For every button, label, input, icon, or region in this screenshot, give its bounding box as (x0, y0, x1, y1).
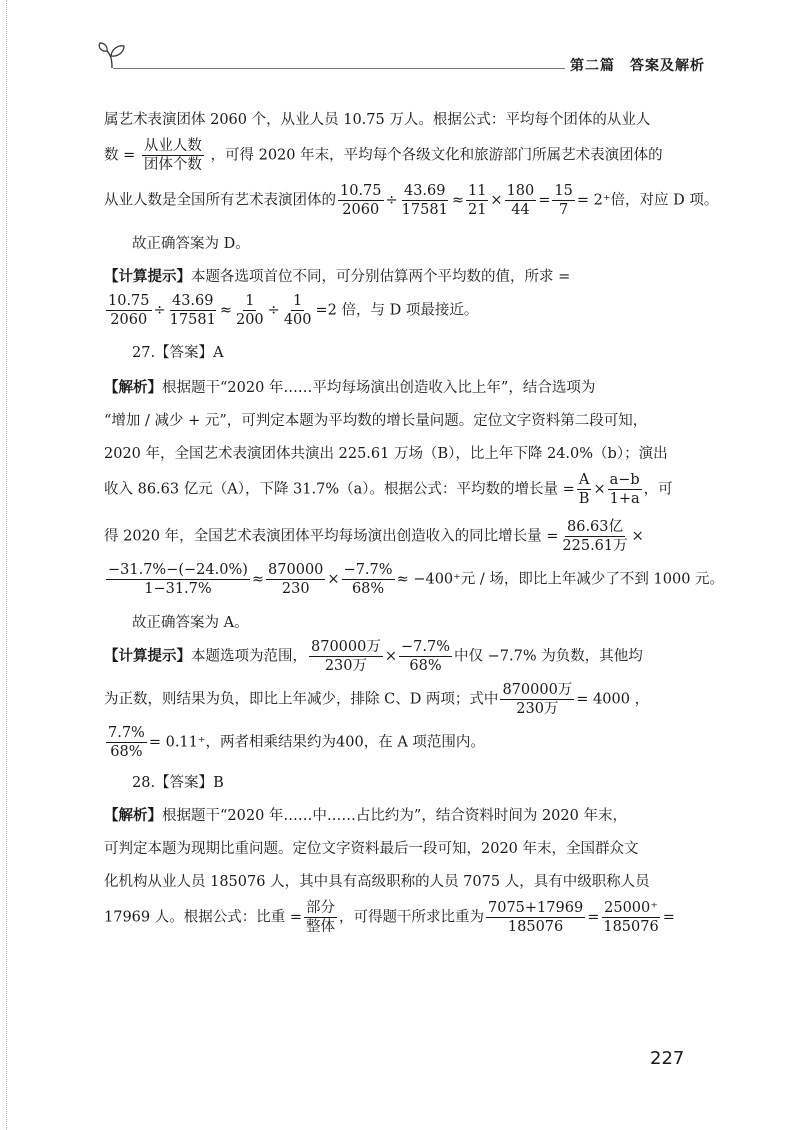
fraction-numerator: a−b (608, 471, 642, 490)
fraction-numerator: 86.63亿 (565, 518, 625, 537)
text-line: 2020 年，全国艺术表演团体共演出 225.61 万场（B），比上年下降 24.0%（b）；演出 (104, 445, 668, 462)
operator: = (538, 192, 551, 209)
text-line: “增加 / 减少 + 元”，可判定本题为平均数的增长量问题。定位文字资料第二段可知， (104, 412, 648, 429)
fraction-numerator: 180 (505, 182, 537, 201)
fraction (266, 561, 325, 598)
text-run: 中仅 −7.7% 为负数，其他均 (454, 648, 643, 665)
text-run: = 4000 ， (576, 691, 650, 708)
text-line (104, 724, 696, 761)
fraction (106, 724, 147, 761)
fraction-numerator: 870000 (266, 561, 325, 580)
fraction-numerator: 7075+17969 (486, 899, 585, 918)
fraction (577, 471, 592, 508)
fraction-denominator: 整体 (306, 919, 335, 936)
text-run: ，可得 2020 年末，平均每个各级文化和旅游部门所属艺术表演团体的 (210, 147, 663, 164)
text-line (104, 899, 696, 936)
text-run: 数 = (104, 147, 136, 164)
text-line: 属艺术表演团体 2060 个，从业人员 10.75 万人。根据公式：平均每个团体的从业人 (104, 112, 651, 128)
fraction-denominator: B (578, 490, 590, 507)
fraction (282, 292, 314, 329)
fraction-denominator: 185076 (603, 919, 659, 936)
text-line (104, 376, 696, 397)
fraction-numerator: 10.75 (338, 182, 384, 201)
fraction-numerator: 1 (291, 292, 304, 311)
fraction (309, 638, 383, 675)
fraction-denominator: 230 (281, 581, 310, 598)
fraction (601, 899, 660, 936)
answer-value: B (213, 775, 224, 792)
fraction-numerator: 1 (243, 292, 256, 311)
fraction-denominator: 1+a (609, 490, 640, 507)
fraction-denominator: 7 (559, 202, 569, 219)
fraction-numerator: A (577, 471, 591, 490)
fraction (500, 681, 574, 718)
fraction (399, 638, 452, 675)
fraction-numerator: 870000万 (500, 681, 574, 700)
calc-hint-label: 【计算提示】 (104, 648, 191, 665)
fraction-numerator: 15 (552, 182, 574, 201)
fraction (106, 561, 250, 598)
text-line (104, 771, 696, 792)
fraction-denominator: 225.61万 (562, 538, 628, 555)
page-header (95, 38, 705, 78)
fraction-denominator: 68% (110, 744, 143, 761)
fraction-numerator: 部分 (304, 899, 337, 918)
analysis-label: 【解析】 (104, 379, 162, 396)
text-line (104, 804, 696, 825)
fraction-denominator: 1−31.7% (144, 581, 212, 598)
fraction (168, 292, 218, 329)
fraction-numerator: 从业人数 (142, 137, 204, 156)
fraction-denominator: 68% (409, 657, 442, 674)
fraction-denominator: 200 (235, 311, 264, 328)
fraction (304, 899, 337, 936)
fraction-numerator: −31.7%−(−24.0%) (106, 561, 250, 580)
fraction-numerator: 10.75 (106, 292, 152, 311)
page-body (104, 108, 725, 936)
text-run: ，可 (643, 481, 673, 498)
operator: × (384, 648, 398, 665)
fraction-denominator: 185076 (507, 919, 564, 936)
operator: ≈ (451, 192, 464, 209)
header-rule (113, 68, 565, 69)
fraction (552, 182, 574, 219)
text-run: =2 倍，与 D 项最接近。 (315, 302, 479, 319)
text-line: 故正确答案为 D。 (132, 235, 250, 252)
text-line (104, 471, 696, 508)
operator: × (631, 528, 644, 545)
fraction (338, 182, 384, 219)
text-run: 本题各选项首位不同，可分别估算两个平均数的值，所求 = (191, 268, 571, 285)
fraction-numerator: 43.69 (170, 292, 216, 311)
text-line (104, 561, 725, 598)
operator: × (490, 192, 503, 209)
fraction-numerator: 11 (466, 182, 488, 201)
fraction (486, 899, 585, 936)
text-run: 从业人数是全国所有艺术表演团体的 (104, 192, 336, 209)
text-line: 故正确答案为 A。 (132, 614, 249, 631)
analysis-label: 【解析】 (104, 808, 162, 825)
fraction-numerator: 7.7% (106, 724, 147, 743)
text-line (104, 265, 696, 286)
fraction-denominator: 17581 (169, 311, 216, 328)
text-run: 为正数，则结果为负，即比上年减少，排除 C、D 两项；式中 (104, 691, 499, 708)
operator: ÷ (385, 192, 398, 209)
fraction-numerator: 25000⁺ (602, 899, 660, 918)
operator: × (593, 481, 606, 498)
fraction (608, 471, 642, 508)
fraction (342, 561, 395, 598)
text-run: = 2⁺倍，对应 D 项。 (576, 192, 719, 209)
answer-label: 27.【答案】 (132, 344, 214, 361)
operator: ≈ (251, 571, 265, 588)
fraction (466, 182, 488, 219)
answer-label: 28.【答案】 (132, 775, 214, 792)
fraction-denominator: 2060 (342, 202, 380, 219)
operator: ÷ (267, 302, 280, 319)
leaf-sprout-icon (95, 38, 129, 72)
operator: × (327, 571, 340, 588)
fraction-numerator: 43.69 (402, 182, 448, 201)
fraction (560, 518, 629, 555)
fraction-denominator: 68% (351, 581, 385, 598)
fraction-denominator: 2060 (110, 311, 148, 328)
text-line (104, 638, 696, 675)
fraction-numerator: 870000万 (309, 638, 383, 657)
text-line (104, 137, 696, 174)
operator: ÷ (153, 302, 166, 319)
fraction-denominator: 230万 (324, 657, 368, 674)
fraction-denominator: 21 (467, 202, 487, 219)
fraction (400, 182, 450, 219)
text-run: ≈ −400⁺元 / 场，即比上年减少了不到 1000 元。 (396, 571, 725, 588)
text-line: 可判定本题为现期比重问题。定位文字资料最后一段可知，2020 年末，全国群众文 (104, 841, 639, 858)
fraction-denominator: 44 (511, 202, 530, 219)
text-line (104, 292, 696, 329)
text-line (104, 681, 696, 718)
fraction-denominator: 400 (283, 311, 312, 328)
binding-dotted-line (6, 0, 7, 1130)
fraction-numerator: −7.7% (342, 561, 395, 580)
operator: ≈ (219, 302, 232, 319)
text-run: 根据题干“2020 年……平均每场演出创造收入比上年”，结合选项为 (162, 379, 596, 396)
text-run: ，可得题干所求比重为 (339, 909, 484, 926)
fraction-denominator: 230万 (516, 700, 559, 717)
page-number: 227 (650, 1048, 685, 1069)
text-line: 化机构从业人员 185076 人，其中具有高级职称的人员 7075 人，具有中级职称人员 (104, 874, 650, 891)
fraction (142, 137, 204, 174)
text-run: 17969 人。根据公式：比重 = (104, 909, 302, 926)
fraction-denominator: 团体个数 (143, 157, 202, 174)
fraction (234, 292, 266, 329)
fraction-numerator: −7.7% (399, 638, 452, 657)
text-run: = 0.11⁺，两者相乘结果约为400，在 A 项范围内。 (148, 734, 485, 751)
text-line (104, 518, 696, 555)
operator: = (662, 909, 675, 926)
text-run: 本题选项为范围， (191, 648, 307, 665)
text-run: 得 2020 年，全国艺术表演团体平均每场演出创造收入的同比增长量 = (104, 528, 559, 545)
fraction-denominator: 17581 (401, 202, 448, 219)
operator: = (587, 909, 600, 926)
calc-hint-label: 【计算提示】 (104, 268, 191, 285)
answer-value: A (213, 344, 224, 361)
text-line (104, 182, 719, 219)
fraction (505, 182, 537, 219)
text-run: 收入 86.63 亿元（A），下降 31.7%（a）。根据公式：平均数的增长量 = (104, 481, 575, 498)
fraction (106, 292, 152, 329)
text-run: 根据题干“2020 年……中……占比约为”，结合资料时间为 2020 年末， (162, 808, 627, 825)
section-title: 第二篇 答案及解析 (570, 58, 705, 74)
text-line (104, 341, 696, 362)
